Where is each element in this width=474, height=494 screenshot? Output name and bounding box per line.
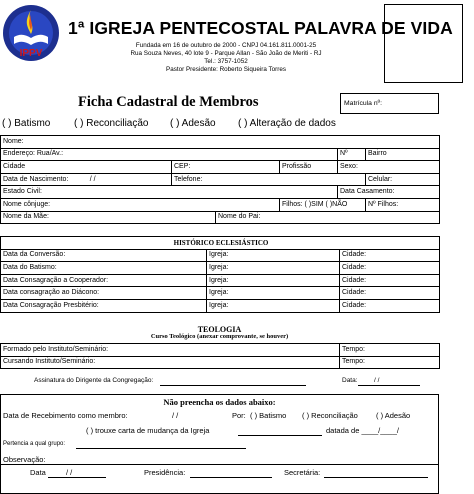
nascimento-field[interactable] [1, 173, 172, 186]
teologia-title: TEOLOGIA [197, 325, 242, 334]
nome-field[interactable]: Nome: [1, 136, 440, 149]
cidade-field[interactable]: Cidade: [340, 274, 440, 287]
matricula-label: Matrícula nº: [344, 100, 382, 107]
pertencia-label: Pertencia a qual grupo: [3, 441, 66, 447]
cidade-field[interactable]: Cidade: [340, 249, 440, 262]
n-filhos-field[interactable]: Nº Filhos: [366, 198, 440, 211]
phone-line: Tel.: 3757-1052 [204, 57, 248, 65]
historico-row [1, 287, 440, 300]
estado-civil-field[interactable]: Estado Civil: [1, 186, 338, 199]
cep-field[interactable]: CEP: [172, 161, 280, 174]
observacao-label: Observação: [3, 455, 46, 464]
por-label: Por: [232, 411, 246, 420]
igreja-field[interactable]: Igreja: [207, 262, 340, 275]
tempo-field[interactable]: Tempo: [340, 344, 440, 357]
historico-row [1, 299, 440, 312]
historico-row [1, 274, 440, 287]
church-logo [2, 4, 60, 62]
office-data-slashes: / / [66, 468, 73, 477]
row-cidade [1, 161, 440, 174]
row-pais [1, 211, 440, 224]
historico-title-row [1, 237, 440, 250]
matricula-field[interactable] [340, 93, 439, 114]
assinatura-line[interactable] [160, 385, 306, 386]
cidade-field[interactable]: Cidade: [340, 262, 440, 275]
datada-label: datada de ____/____/ [326, 426, 399, 435]
diacono-field[interactable]: Data consagração ao Diácono: [1, 287, 207, 300]
recebimento-label: Data de Recebimento como membro: [3, 411, 128, 420]
igreja-field[interactable]: Igreja: [207, 274, 340, 287]
historico-row [1, 249, 440, 262]
carta-line[interactable] [238, 435, 322, 436]
office-data-label: Data [30, 468, 46, 477]
formado-field[interactable]: Formado pelo Instituto/Seminário: [1, 344, 340, 357]
form-title: Ficha Cadastral de Membros [78, 94, 259, 110]
mae-field[interactable]: Nome da Mãe: [1, 211, 216, 224]
row-nascimento [1, 173, 440, 186]
tempo-field[interactable]: Tempo: [340, 356, 440, 369]
office-reconciliacao-option[interactable]: ( ) Reconciliação [302, 411, 358, 420]
cursando-field[interactable]: Cursando Instituto/Seminário: [1, 356, 340, 369]
church-name: 1ª IGREJA PENTECOSTAL PALAVRA DE VIDA [68, 18, 453, 38]
office-batismo-option[interactable]: ( ) Batismo [250, 411, 287, 420]
igreja-field[interactable]: Igreja: [207, 249, 340, 262]
historico-title: HISTÓRICO ECLESIÁSTICO [1, 237, 440, 250]
cidade-field[interactable]: Cidade: [340, 299, 440, 312]
assinatura-data-label: Data: [342, 377, 358, 384]
numero-field[interactable]: Nº [338, 148, 366, 161]
conversao-field[interactable]: Data da Conversão: [1, 249, 207, 262]
carta-option[interactable]: ( ) trouxe carta de mudança da Igreja [86, 426, 210, 435]
celular-field[interactable]: Celular: [366, 173, 440, 186]
observacao-line[interactable] [0, 464, 439, 465]
option-reconciliacao[interactable]: ( ) Reconciliação [74, 118, 149, 129]
presidencia-label: Presidência: [144, 468, 186, 477]
office-title: Não preencha os dados abaixo: [163, 397, 276, 407]
secretaria-label: Secretária: [284, 468, 321, 477]
bairro-field[interactable]: Bairro [366, 148, 440, 161]
option-batismo[interactable]: ( ) Batismo [2, 118, 51, 129]
row-conjuge [1, 198, 440, 211]
sexo-field[interactable]: Sexo: [338, 161, 440, 174]
nascimento-label: Data de Nascimento: [3, 175, 69, 183]
cooperador-field[interactable]: Data Consagração a Cooperador: [1, 274, 207, 287]
igreja-field[interactable]: Igreja: [207, 287, 340, 300]
telefone-field[interactable]: Telefone: [172, 173, 366, 186]
cidade-field[interactable]: Cidade: [340, 287, 440, 300]
row-estado-civil [1, 186, 440, 199]
church-info [108, 42, 344, 74]
pai-field[interactable]: Nome do Pai: [216, 211, 440, 224]
personal-data-table [0, 135, 440, 224]
photo-box[interactable] [384, 4, 463, 83]
assinatura-label: Assinatura do Dirigente da Congregação: [34, 377, 154, 384]
founded-line: Fundada em 16 de outubro de 2000 - CNPJ 04.161.811.0001-25 [135, 42, 317, 49]
teologia-table [0, 343, 440, 369]
cidade-field[interactable]: Cidade [1, 161, 172, 174]
assinatura-slashes: / / [374, 377, 380, 384]
presidencia-line[interactable] [190, 477, 272, 478]
office-data-line[interactable] [48, 477, 106, 478]
profissao-field[interactable]: Profissão [280, 161, 338, 174]
secretaria-line[interactable] [324, 477, 428, 478]
batismo-field[interactable]: Data do Batismo: [1, 262, 207, 275]
teologia-row [1, 356, 440, 369]
pastor-line: Pastor Presidente: Roberto Siqueira Torres [166, 65, 286, 73]
igreja-field[interactable]: Igreja: [207, 299, 340, 312]
option-adesao[interactable]: ( ) Adesão [170, 118, 216, 129]
endereco-field[interactable]: Endereço: Rua/Av.: [1, 148, 338, 161]
logo-text: IPPV [19, 48, 43, 59]
pertencia-line[interactable] [76, 448, 246, 449]
filhos-field[interactable]: Filhos: ( )SIM ( )NÃO [280, 198, 366, 211]
row-endereco [1, 148, 440, 161]
nascimento-slashes: / / [89, 175, 96, 183]
row-nome [1, 136, 440, 149]
presbiterio-field[interactable]: Data Consagração Presbitério: [1, 299, 207, 312]
teologia-subtitle: Curso Teológico (anexar comprovante, se houver) [150, 333, 289, 340]
office-use-box [0, 394, 439, 494]
data-casamento-field[interactable]: Data Casamento: [338, 186, 440, 199]
historico-table [0, 236, 440, 313]
teologia-row [1, 344, 440, 357]
address-line: Rua Souza Neves, 40 lote 9 - Parque Allan - São João de Meriti - RJ [130, 49, 322, 57]
conjuge-field[interactable]: Nome cônjuge: [1, 198, 280, 211]
historico-row [1, 262, 440, 275]
assinatura-data-line[interactable] [358, 385, 420, 386]
recebimento-slashes: / / [172, 411, 179, 420]
option-alteracao[interactable]: ( ) Alteração de dados [238, 118, 336, 129]
office-adesao-option[interactable]: ( ) Adesão [376, 411, 411, 420]
